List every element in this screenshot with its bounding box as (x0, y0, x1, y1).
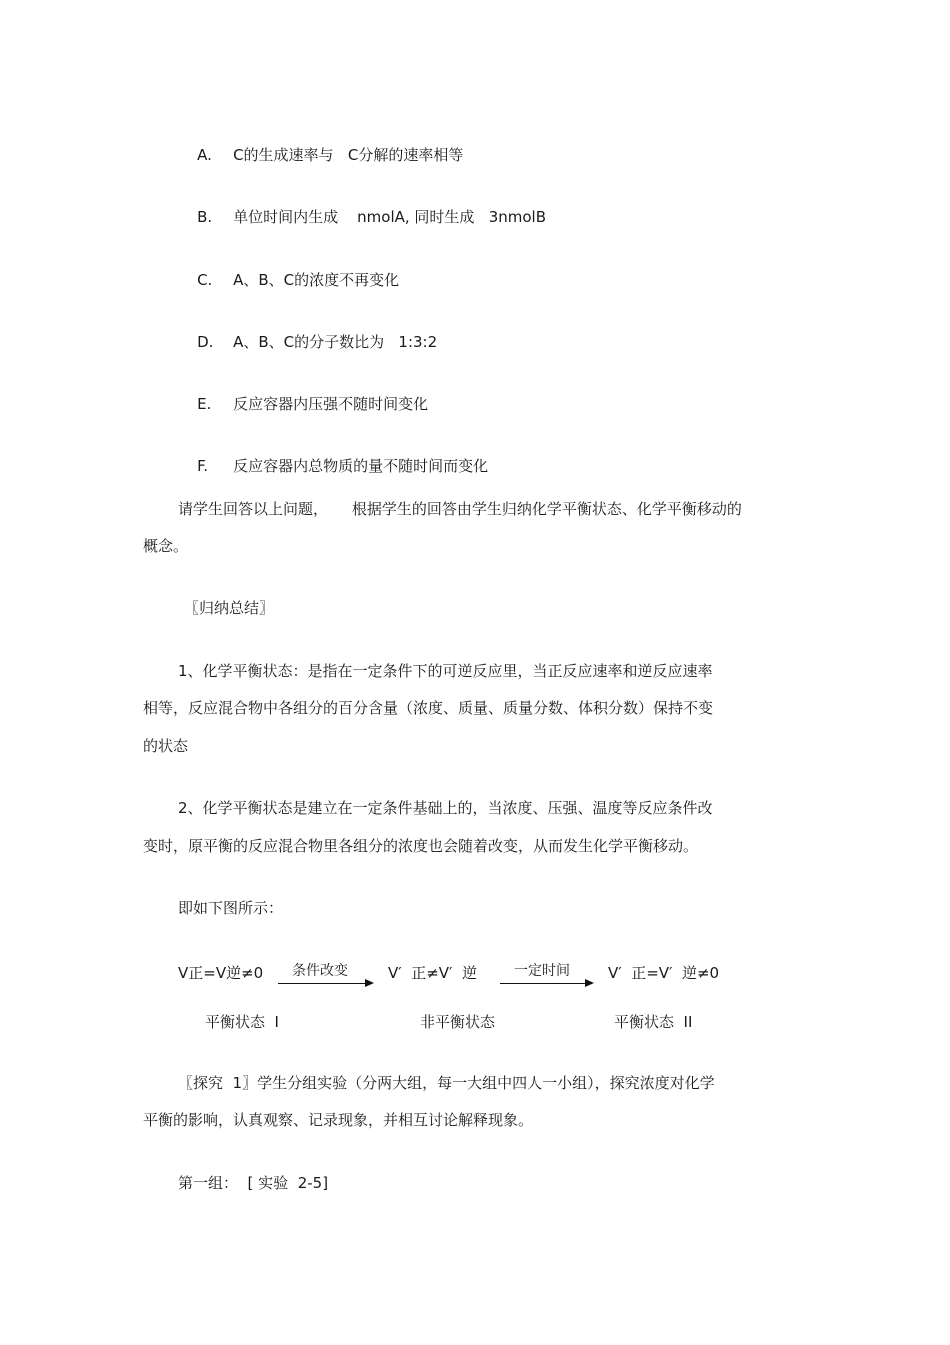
explore-line-2: 平衡的影响，认真观察、记录现象，并相互讨论解释现象。 (143, 1111, 534, 1129)
option-d (178, 312, 437, 372)
option-label: D. (197, 333, 214, 351)
summary-heading: 〖归纳总结〗 (184, 599, 275, 617)
option-text: A、B、C的分子数比为 1:3:2 (233, 333, 438, 351)
option-text: A、B、C的浓度不再变化 (233, 271, 400, 289)
intro-line-1: 请学生回答以上问题， 根据学生的回答由学生归纳化学平衡状态、化学平衡移动的 (178, 500, 742, 518)
arrow-right-icon (500, 983, 592, 984)
option-f (178, 436, 488, 496)
option-label: F. (197, 457, 209, 475)
arrow-right-icon (278, 983, 372, 984)
state3-formula: V′ 正=V′ 逆≠0 (608, 964, 720, 982)
option-text: 单位时间内生成 nmolA, 同时生成 3nmolB (233, 208, 547, 226)
state3-name: 平衡状态 II (614, 1013, 693, 1031)
point1-line-3: 的状态 (143, 737, 189, 755)
state1-formula: V正=V逆≠0 (178, 964, 264, 982)
explore-line-1: 〖探究 1〗学生分组实验（分两大组，每一大组中四人一小组），探究浓度对化学 (178, 1074, 715, 1092)
group1-heading: 第一组： [ 实验 2-5] (178, 1174, 329, 1192)
option-text: C的生成速率与 C分解的速率相等 (233, 146, 464, 164)
state1-name: 平衡状态 I (205, 1013, 279, 1031)
option-c (178, 250, 399, 310)
option-b (178, 187, 546, 247)
option-label: C. (197, 271, 213, 289)
state2-name: 非平衡状态 (420, 1013, 496, 1031)
state2-formula: V′ 正≠V′ 逆 (388, 964, 477, 982)
option-text: 反应容器内压强不随时间变化 (233, 395, 429, 413)
option-a (178, 125, 463, 185)
arrow1-label: 条件改变 (292, 963, 348, 979)
option-label: B. (197, 208, 213, 226)
arrow2-label: 一定时间 (514, 963, 570, 979)
option-e (178, 374, 428, 434)
option-label: A. (197, 146, 212, 164)
point2-line-1: 2、化学平衡状态是建立在一定条件基础上的，当浓度、压强、温度等反应条件改 (178, 799, 713, 817)
point1-line-1: 1、化学平衡状态：是指在一定条件下的可逆反应里，当正反应速率和逆反应速率 (178, 662, 713, 680)
point1-line-2: 相等，反应混合物中各组分的百分含量（浓度、质量、质量分数、体积分数）保持不变 (143, 699, 714, 717)
option-text: 反应容器内总物质的量不随时间而变化 (233, 457, 489, 475)
diagram-intro: 即如下图所示： (178, 899, 284, 917)
option-label: E. (197, 395, 212, 413)
intro-line-2: 概念。 (143, 537, 189, 555)
point2-line-2: 变时，原平衡的反应混合物里各组分的浓度也会随着改变，从而发生化学平衡移动。 (143, 837, 699, 855)
